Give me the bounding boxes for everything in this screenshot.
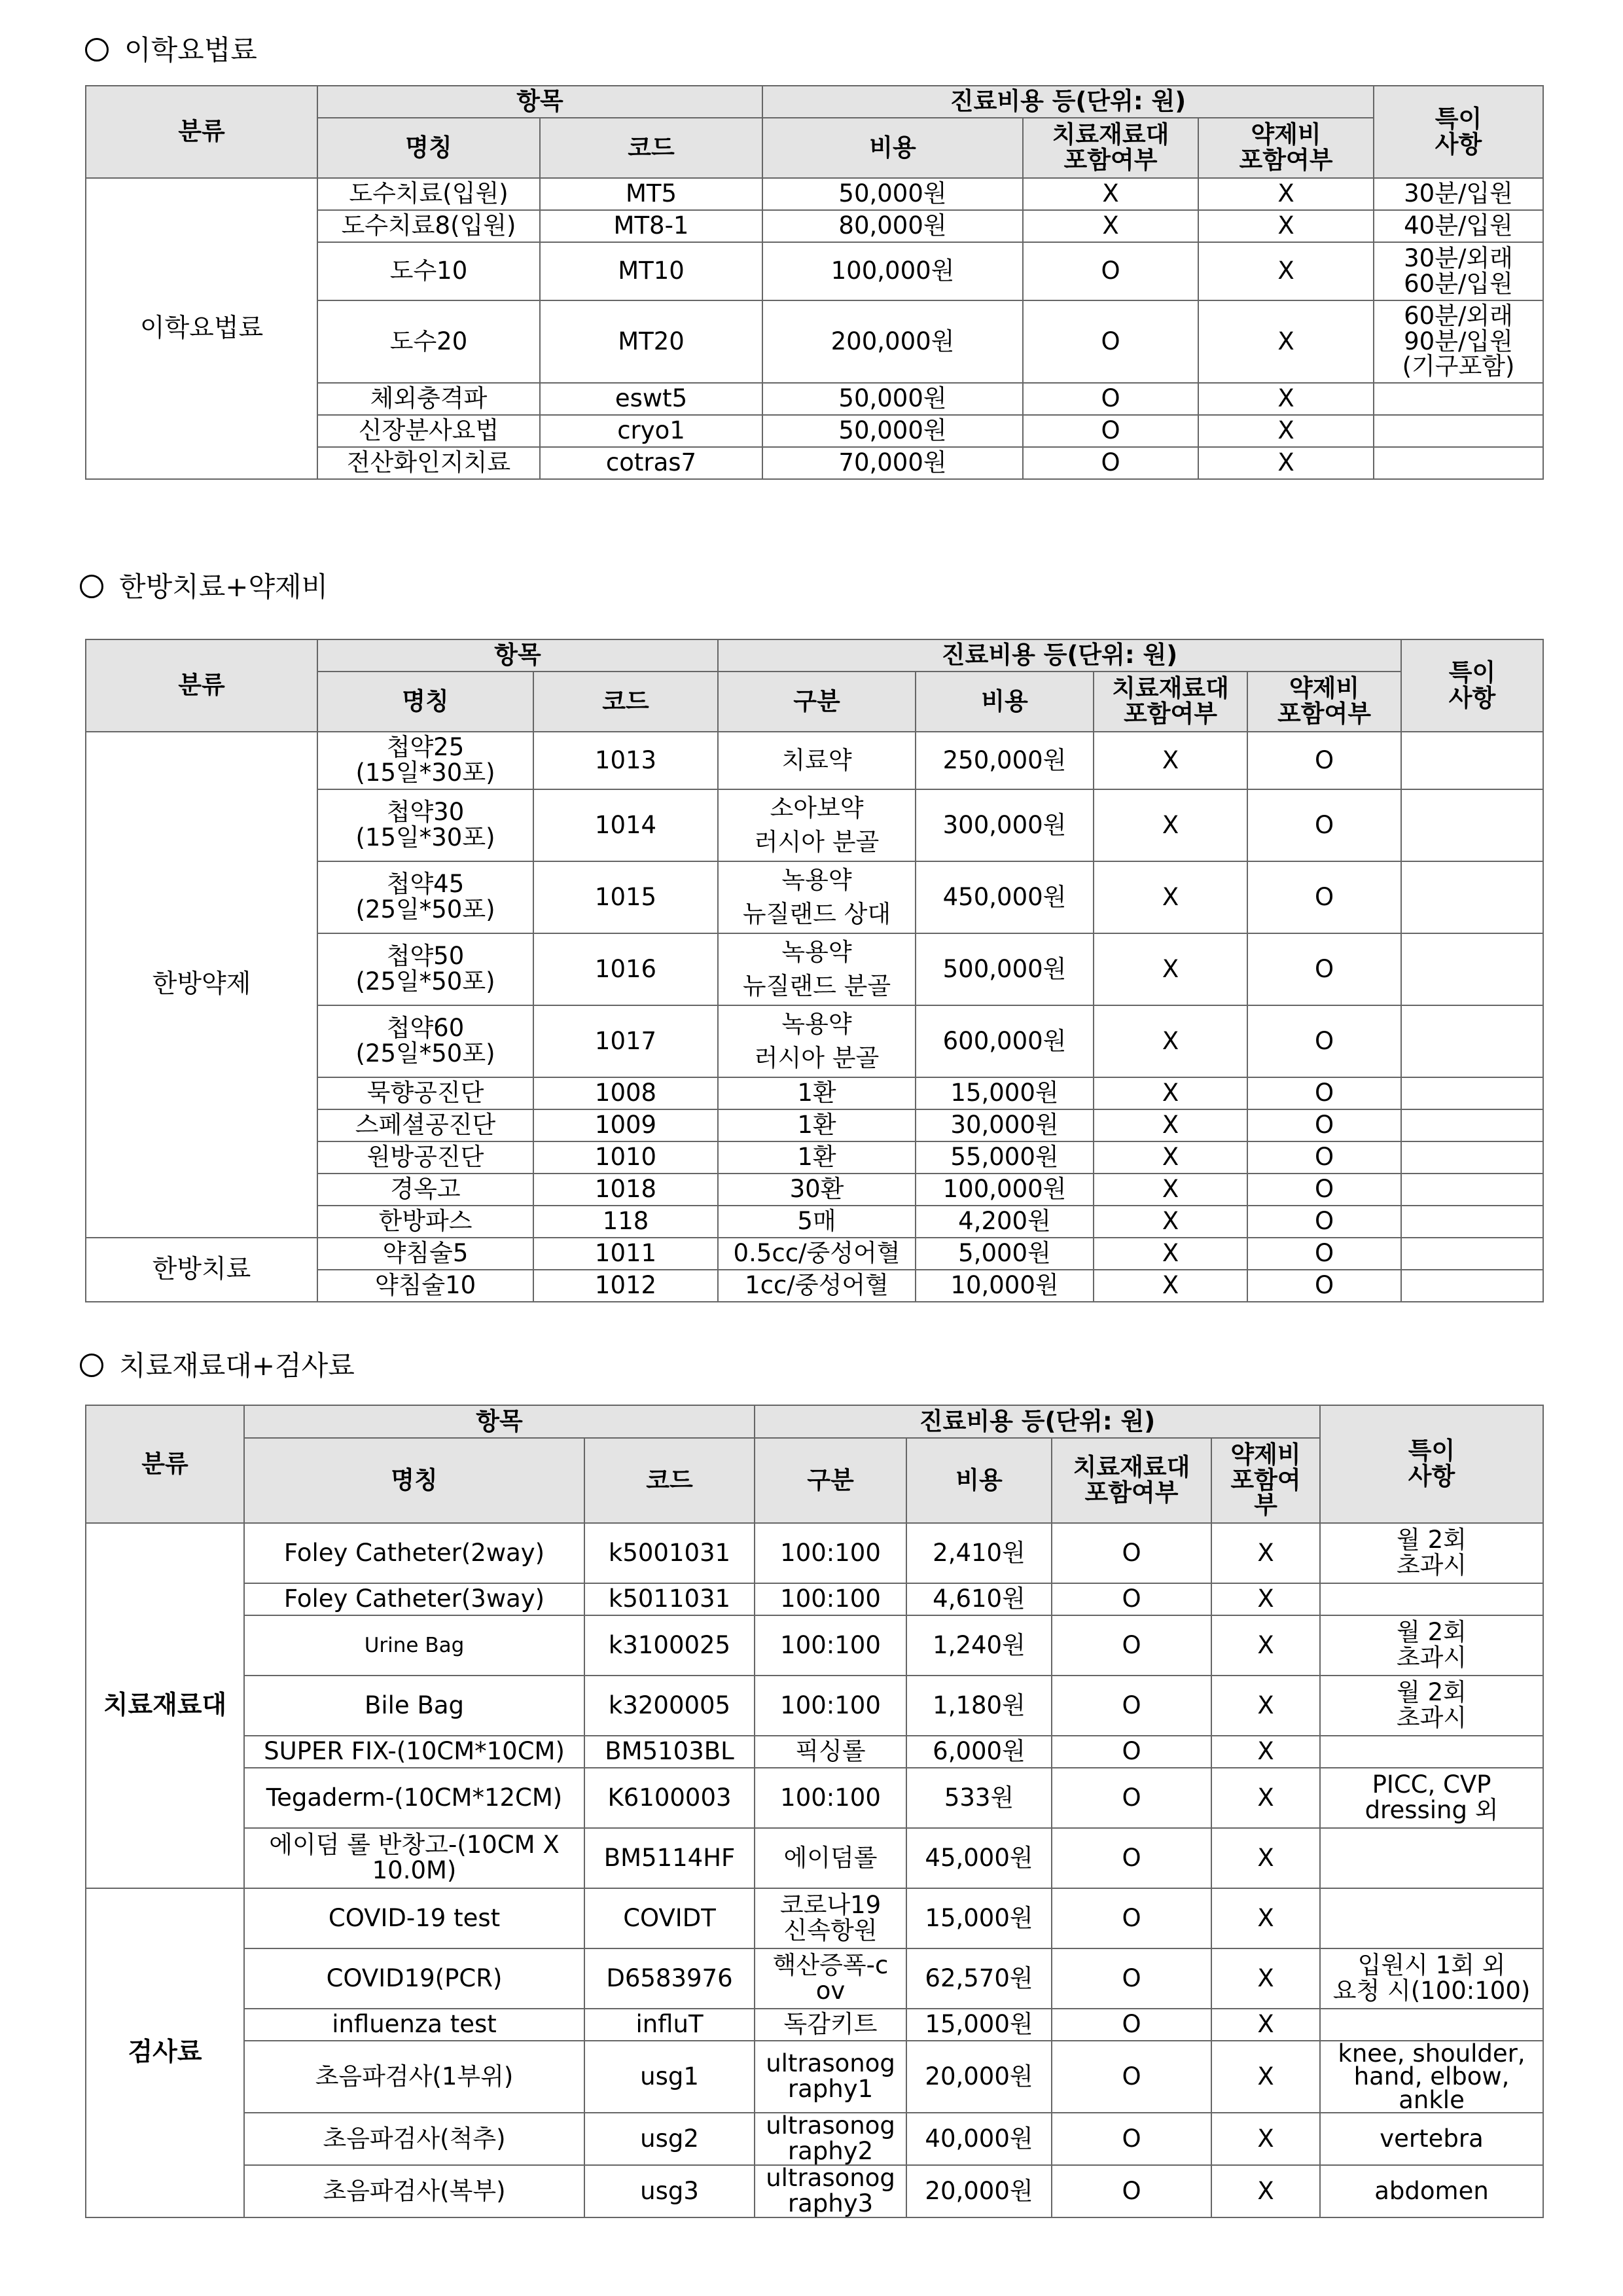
header-name: 명칭 (317, 672, 533, 732)
item-name: 약침술10 (317, 1270, 533, 1302)
material-flag: O (1052, 1583, 1211, 1615)
item-type: 1환 (718, 1077, 916, 1109)
drug-flag: X (1211, 1615, 1320, 1676)
item-name: 한방파스 (317, 1206, 533, 1238)
material-flag: O (1052, 1948, 1211, 2009)
item-name: 도수10 (317, 242, 540, 300)
drug-flag: X (1211, 2165, 1320, 2217)
drug-flag: X (1211, 1768, 1320, 1828)
material-flag: X (1023, 210, 1198, 242)
circle-bullet-icon (80, 575, 103, 598)
item-code: eswt5 (540, 383, 762, 415)
item-code: MT8-1 (540, 210, 762, 242)
item-cost: 55,000원 (916, 1141, 1094, 1174)
item-type: 1환 (718, 1109, 916, 1141)
item-name: Bile Bag (244, 1676, 584, 1736)
item-code: usg2 (584, 2113, 755, 2165)
item-cost: 100,000원 (762, 242, 1023, 300)
item-name: 에이덤 롤 반창고-(10CM X 10.0M) (244, 1828, 584, 1888)
category-cell: 이학요법료 (86, 178, 317, 479)
item-code: D6583976 (584, 1948, 755, 2009)
item-name: 첩약25 (15일*30포) (317, 732, 533, 789)
drug-flag: O (1247, 861, 1401, 933)
item-name: 도수치료(입원) (317, 178, 540, 210)
category-cell: 한방치료 (86, 1238, 317, 1302)
item-type: 에이덤롤 (755, 1828, 906, 1888)
item-cost: 1,180원 (906, 1676, 1052, 1736)
table-row (86, 1583, 1543, 1615)
item-notes (1320, 1828, 1543, 1888)
item-notes (1401, 1238, 1543, 1270)
item-name: 첩약50 (25일*50포) (317, 933, 533, 1005)
material-flag: O (1023, 415, 1198, 447)
item-cost: 30,000원 (916, 1109, 1094, 1141)
material-flag: O (1052, 2009, 1211, 2041)
item-name: 묵향공진단 (317, 1077, 533, 1109)
item-code: 1014 (533, 789, 718, 861)
category-cell: 한방약제 (86, 732, 317, 1238)
circle-bullet-icon (85, 38, 109, 62)
item-type: 소아보약 러시아 분골 (718, 789, 916, 861)
item-notes (1401, 1077, 1543, 1109)
material-flag: O (1023, 300, 1198, 383)
item-name: influenza test (244, 2009, 584, 2041)
item-name: 첩약60 (25일*50포) (317, 1005, 533, 1077)
item-notes (1401, 1005, 1543, 1077)
item-cost: 40,000원 (906, 2113, 1052, 2165)
drug-flag: X (1211, 1676, 1320, 1736)
item-notes (1401, 1206, 1543, 1238)
drug-flag: O (1247, 789, 1401, 861)
item-notes: vertebra (1320, 2113, 1543, 2165)
item-code: 1009 (533, 1109, 718, 1141)
item-type: 100:100 (755, 1676, 906, 1736)
header-fee-group: 진료비용 등(단위: 원) (718, 639, 1401, 672)
table-row (86, 1948, 1543, 2009)
item-cost: 450,000원 (916, 861, 1094, 933)
item-code: MT20 (540, 300, 762, 383)
table-row (86, 1676, 1543, 1736)
header-item-group: 항목 (317, 86, 762, 118)
header-cost: 비용 (916, 672, 1094, 732)
header-type: 구분 (755, 1438, 906, 1523)
table-row (86, 1768, 1543, 1828)
drug-flag: X (1211, 1736, 1320, 1768)
item-code: 1011 (533, 1238, 718, 1270)
item-notes (1401, 1174, 1543, 1206)
material-flag: O (1052, 1828, 1211, 1888)
material-flag: O (1052, 1615, 1211, 1676)
section-title-physical-therapy: 이학요법료 (85, 34, 257, 67)
drug-flag: O (1247, 1077, 1401, 1109)
item-code: usg1 (584, 2041, 755, 2113)
item-type: 핵산증폭-c ov (755, 1948, 906, 2009)
item-name: COVID-19 test (244, 1888, 584, 1948)
item-code: usg3 (584, 2165, 755, 2217)
item-notes (1401, 1270, 1543, 1302)
header-type: 구분 (718, 672, 916, 732)
item-notes: 30분/외래 60분/입원 (1374, 242, 1543, 300)
item-name: 초음파검사(복부) (244, 2165, 584, 2217)
item-cost: 70,000원 (762, 447, 1023, 479)
header-cost: 비용 (762, 118, 1023, 178)
item-notes (1320, 2009, 1543, 2041)
header-material: 치료재료대 포함여부 (1023, 118, 1198, 178)
material-flag: O (1052, 1523, 1211, 1583)
header-name: 명칭 (244, 1438, 584, 1523)
material-flag: X (1023, 178, 1198, 210)
header-drug: 약제비 포함여부 (1198, 118, 1374, 178)
drug-flag: X (1211, 1948, 1320, 2009)
material-flag: O (1023, 242, 1198, 300)
item-type: 코로나19 신속항원 (755, 1888, 906, 1948)
drug-flag: X (1198, 447, 1374, 479)
drug-flag: O (1247, 933, 1401, 1005)
header-material: 치료재료대 포함여부 (1052, 1438, 1211, 1523)
item-cost: 6,000원 (906, 1736, 1052, 1768)
drug-flag: X (1198, 300, 1374, 383)
drug-flag: X (1211, 1828, 1320, 1888)
item-name: 경옥고 (317, 1174, 533, 1206)
item-type: 100:100 (755, 1523, 906, 1583)
item-code: 1017 (533, 1005, 718, 1077)
section-title-materials-tests: 치료재료대+검사료 (80, 1350, 355, 1382)
table-row (86, 1523, 1543, 1583)
drug-flag: X (1211, 2041, 1320, 2113)
item-notes (1320, 1888, 1543, 1948)
table-row (86, 2113, 1543, 2165)
item-code: BM5103BL (584, 1736, 755, 1768)
item-cost: 50,000원 (762, 383, 1023, 415)
item-code: k5001031 (584, 1523, 755, 1583)
item-notes (1401, 861, 1543, 933)
category-cell: 치료재료대 (86, 1523, 244, 1888)
item-code: influT (584, 2009, 755, 2041)
header-fee-group: 진료비용 등(단위: 원) (762, 86, 1374, 118)
header-item-group: 항목 (317, 639, 718, 672)
item-name: 도수치료8(입원) (317, 210, 540, 242)
item-cost: 500,000원 (916, 933, 1094, 1005)
item-cost: 20,000원 (906, 2041, 1052, 2113)
item-notes: knee, shoulder, hand, elbow, ankle (1320, 2041, 1543, 2113)
item-code: 1010 (533, 1141, 718, 1174)
item-name: 체외충격파 (317, 383, 540, 415)
item-type: ultrasonog raphy2 (755, 2113, 906, 2165)
item-type: 1환 (718, 1141, 916, 1174)
material-flag: O (1023, 447, 1198, 479)
item-cost: 250,000원 (916, 732, 1094, 789)
header-drug: 약제비 포함여 부 (1211, 1438, 1320, 1523)
item-type: ultrasonog raphy3 (755, 2165, 906, 2217)
item-name: COVID19(PCR) (244, 1948, 584, 2009)
item-type: 0.5cc/중성어혈 (718, 1238, 916, 1270)
material-flag: X (1094, 1005, 1247, 1077)
material-flag: X (1094, 1174, 1247, 1206)
item-code: cotras7 (540, 447, 762, 479)
table-row (86, 1238, 1543, 1270)
header-category: 분류 (86, 639, 317, 732)
drug-flag: X (1211, 1583, 1320, 1615)
item-type: 5매 (718, 1206, 916, 1238)
materials-tests-fee-table (85, 1405, 1544, 2218)
item-notes (1401, 732, 1543, 789)
item-notes (1320, 1736, 1543, 1768)
material-flag: X (1094, 861, 1247, 933)
header-code: 코드 (533, 672, 718, 732)
item-type: 100:100 (755, 1615, 906, 1676)
item-cost: 4,610원 (906, 1583, 1052, 1615)
item-notes (1401, 933, 1543, 1005)
item-type: 100:100 (755, 1768, 906, 1828)
category-cell: 검사료 (86, 1888, 244, 2217)
material-flag: O (1052, 1736, 1211, 1768)
item-cost: 62,570원 (906, 1948, 1052, 2009)
header-drug: 약제비 포함여부 (1247, 672, 1401, 732)
section-title-herbal-treatment: 한방치료+약제비 (80, 571, 328, 603)
material-flag: X (1094, 789, 1247, 861)
table-row (86, 178, 1543, 210)
item-notes: 월 2회 초과시 (1320, 1523, 1543, 1583)
drug-flag: X (1198, 383, 1374, 415)
drug-flag: X (1198, 242, 1374, 300)
item-name: 원방공진단 (317, 1141, 533, 1174)
material-flag: X (1094, 1077, 1247, 1109)
item-notes (1401, 1109, 1543, 1141)
item-code: 1012 (533, 1270, 718, 1302)
table-row (86, 2009, 1543, 2041)
item-name: 첩약45 (25일*50포) (317, 861, 533, 933)
drug-flag: O (1247, 732, 1401, 789)
item-name: SUPER FIX-(10CM*10CM) (244, 1736, 584, 1768)
item-notes: 30분/입원 (1374, 178, 1543, 210)
header-notes: 특이 사항 (1374, 86, 1543, 178)
header-notes: 특이 사항 (1401, 639, 1543, 732)
item-notes (1401, 1141, 1543, 1174)
material-flag: O (1052, 1676, 1211, 1736)
header-category: 분류 (86, 86, 317, 178)
item-name: Foley Catheter(3way) (244, 1583, 584, 1615)
item-type: 녹용약 뉴질랜드 분골 (718, 933, 916, 1005)
drug-flag: O (1247, 1270, 1401, 1302)
item-name: 초음파검사(1부위) (244, 2041, 584, 2113)
material-flag: X (1094, 1206, 1247, 1238)
item-cost: 15,000원 (916, 1077, 1094, 1109)
item-code: COVIDT (584, 1888, 755, 1948)
material-flag: X (1094, 732, 1247, 789)
header-category: 분류 (86, 1405, 244, 1523)
header-cost: 비용 (906, 1438, 1052, 1523)
item-name: 초음파검사(척추) (244, 2113, 584, 2165)
item-cost: 50,000원 (762, 415, 1023, 447)
material-flag: O (1052, 2113, 1211, 2165)
item-type: 녹용약 뉴질랜드 상대 (718, 861, 916, 933)
item-code: k5011031 (584, 1583, 755, 1615)
drug-flag: X (1211, 2113, 1320, 2165)
item-cost: 1,240원 (906, 1615, 1052, 1676)
item-code: BM5114HF (584, 1828, 755, 1888)
item-name: 첩약30 (15일*30포) (317, 789, 533, 861)
drug-flag: O (1247, 1174, 1401, 1206)
drug-flag: X (1198, 415, 1374, 447)
header-fee-group: 진료비용 등(단위: 원) (755, 1405, 1320, 1438)
material-flag: O (1052, 1888, 1211, 1948)
circle-bullet-icon (80, 1354, 103, 1377)
drug-flag: X (1211, 1523, 1320, 1583)
item-code: MT10 (540, 242, 762, 300)
drug-flag: X (1198, 210, 1374, 242)
table-row (86, 1888, 1543, 1948)
material-flag: O (1052, 2041, 1211, 2113)
item-cost: 80,000원 (762, 210, 1023, 242)
item-code: 1018 (533, 1174, 718, 1206)
item-code: 1015 (533, 861, 718, 933)
item-cost: 50,000원 (762, 178, 1023, 210)
item-notes (1374, 383, 1543, 415)
material-flag: O (1052, 1768, 1211, 1828)
item-code: 1016 (533, 933, 718, 1005)
drug-flag: X (1198, 178, 1374, 210)
material-flag: X (1094, 933, 1247, 1005)
item-notes (1374, 415, 1543, 447)
drug-flag: O (1247, 1005, 1401, 1077)
item-notes: 40분/입원 (1374, 210, 1543, 242)
item-cost: 200,000원 (762, 300, 1023, 383)
drug-flag: O (1247, 1141, 1401, 1174)
item-cost: 15,000원 (906, 1888, 1052, 1948)
item-cost: 2,410원 (906, 1523, 1052, 1583)
item-type: ultrasonog raphy1 (755, 2041, 906, 2113)
item-code: k3200005 (584, 1676, 755, 1736)
material-flag: O (1023, 383, 1198, 415)
item-code: 118 (533, 1206, 718, 1238)
item-name: Foley Catheter(2way) (244, 1523, 584, 1583)
header-code: 코드 (540, 118, 762, 178)
item-cost: 5,000원 (916, 1238, 1094, 1270)
item-code: MT5 (540, 178, 762, 210)
item-notes (1374, 447, 1543, 479)
item-type: 30환 (718, 1174, 916, 1206)
item-cost: 45,000원 (906, 1828, 1052, 1888)
item-type: 녹용약 러시아 분골 (718, 1005, 916, 1077)
table-row (86, 1828, 1543, 1888)
item-cost: 15,000원 (906, 2009, 1052, 2041)
item-type: 치료약 (718, 732, 916, 789)
physical-therapy-fee-table (85, 85, 1544, 480)
item-notes: PICC, CVP dressing 외 (1320, 1768, 1543, 1828)
drug-flag: X (1211, 2009, 1320, 2041)
item-type: 독감키트 (755, 2009, 906, 2041)
material-flag: O (1052, 2165, 1211, 2217)
item-notes (1401, 789, 1543, 861)
item-cost: 533원 (906, 1768, 1052, 1828)
drug-flag: O (1247, 1238, 1401, 1270)
item-name: 신장분사요법 (317, 415, 540, 447)
header-name: 명칭 (317, 118, 540, 178)
item-type: 픽싱롤 (755, 1736, 906, 1768)
item-cost: 100,000원 (916, 1174, 1094, 1206)
table-row (86, 2165, 1543, 2217)
drug-flag: O (1247, 1206, 1401, 1238)
header-material: 치료재료대 포함여부 (1094, 672, 1247, 732)
item-notes (1320, 1583, 1543, 1615)
item-code: cryo1 (540, 415, 762, 447)
item-notes: 월 2회 초과시 (1320, 1676, 1543, 1736)
table-row (86, 1736, 1543, 1768)
item-cost: 4,200원 (916, 1206, 1094, 1238)
item-type: 100:100 (755, 1583, 906, 1615)
item-name: 도수20 (317, 300, 540, 383)
table-row (86, 2041, 1543, 2113)
item-cost: 300,000원 (916, 789, 1094, 861)
item-notes: 입원시 1회 외 요청 시(100:100) (1320, 1948, 1543, 2009)
material-flag: X (1094, 1109, 1247, 1141)
drug-flag: X (1211, 1888, 1320, 1948)
material-flag: X (1094, 1270, 1247, 1302)
item-code: 1008 (533, 1077, 718, 1109)
item-name: Tegaderm-(10CM*12CM) (244, 1768, 584, 1828)
material-flag: X (1094, 1141, 1247, 1174)
item-cost: 10,000원 (916, 1270, 1094, 1302)
item-name: 약침술5 (317, 1238, 533, 1270)
header-code: 코드 (584, 1438, 755, 1523)
table-row (86, 732, 1543, 789)
item-name: 스페셜공진단 (317, 1109, 533, 1141)
item-code: K6100003 (584, 1768, 755, 1828)
item-cost: 20,000원 (906, 2165, 1052, 2217)
header-notes: 특이 사항 (1320, 1405, 1543, 1523)
item-cost: 600,000원 (916, 1005, 1094, 1077)
header-item-group: 항목 (244, 1405, 755, 1438)
item-code: k3100025 (584, 1615, 755, 1676)
item-notes: 월 2회 초과시 (1320, 1615, 1543, 1676)
material-flag: X (1094, 1238, 1247, 1270)
drug-flag: O (1247, 1109, 1401, 1141)
item-name: Urine Bag (244, 1615, 584, 1676)
item-name: 전산화인지치료 (317, 447, 540, 479)
table-row (86, 1615, 1543, 1676)
herbal-fee-table (85, 639, 1544, 1302)
item-notes: 60분/외래 90분/입원 (기구포함) (1374, 300, 1543, 383)
item-notes: abdomen (1320, 2165, 1543, 2217)
item-code: 1013 (533, 732, 718, 789)
item-type: 1cc/중성어혈 (718, 1270, 916, 1302)
